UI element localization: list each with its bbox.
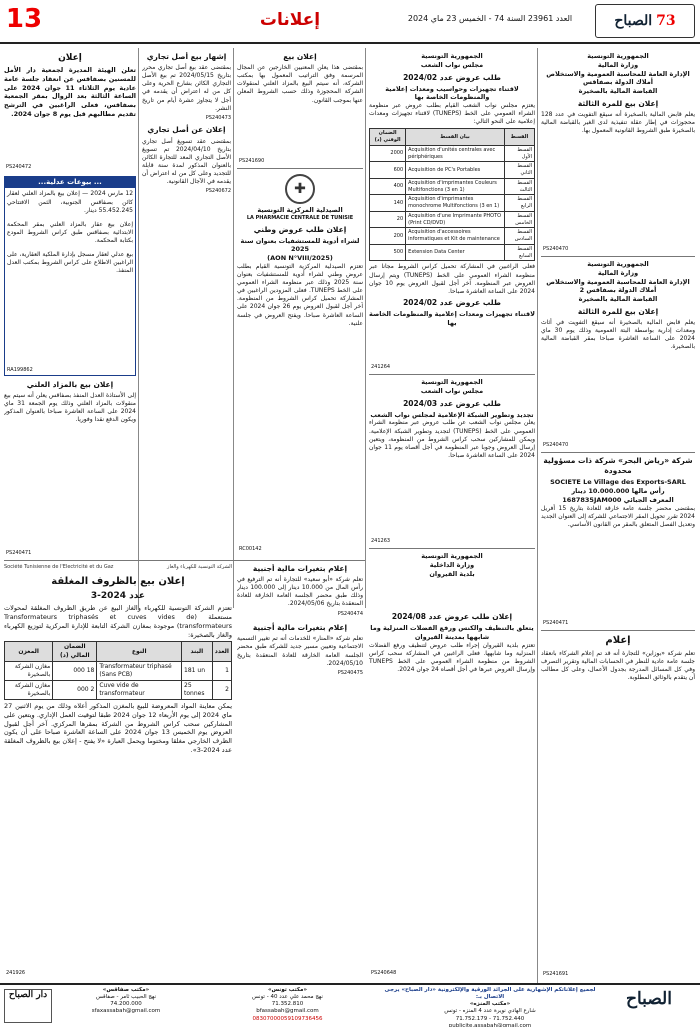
notice-body: تعلن الهيئة المديرة لجمعية دار الأمل للمسنين بصفاقس عن انعقاد جلسة عامة عادية يوم الثلاثاء 11 جوان 2024 على الساعة الثالثة بعد الزوال بمقر الجمعية بصفاقس، فعلى الراغبين في الترشح تقديم مطالبهم قبل يوم 8 جوان 2024.: [4, 66, 136, 118]
table-cell: Cuve vide de transformateur: [97, 680, 182, 699]
notice-header-line: الجمهورية التونسية: [587, 52, 649, 60]
notice-sale-2: [541, 260, 695, 450]
notice-body: تعلم شركة «أبو سعيد» للتجارة أنه تم الترفيع في رأس المال من 10.000 دينار إلى 100.000 دينار وذلك طبق محضر الجلسة العامة الخارقة للعادة المنعقدة بتاريخ 2024/05/06.: [237, 576, 363, 608]
notice-title: إعلان بيع: [283, 52, 317, 61]
notice-header-line: القباضة المالية بالصخيرة: [578, 295, 658, 304]
footer-logo: الصباح: [626, 989, 672, 1009]
steg-logo-left: Société Tunisienne de l'Electricité et du Gaz: [4, 564, 114, 570]
notice-title: إعلام بتغيرات مالية أجنبية: [252, 564, 348, 573]
notice-ref: PS240470: [543, 246, 569, 253]
notice-title: إعلان: [58, 53, 82, 63]
notice-header-line: وزارة المالية: [597, 60, 639, 69]
table-cell: 500: [370, 244, 406, 261]
page-number: 13: [5, 4, 43, 34]
table-cell: Acquisition d'unités centrales avec périphériques: [406, 145, 505, 162]
table-header: البند: [182, 642, 213, 661]
notice-body: إلى الأستاذة العدل المنفذ بصفاقس يعلن أنه سيتم بيع منقولات بالمزاد العلني وذلك يوم الجمعة 31 ماي 2024 على الساعة العاشرة صباحا بالعنوان المذكور ويكون الدفع نقدا وفوريا.: [4, 392, 136, 424]
steg-lots-table: [4, 641, 232, 700]
table-header: الضمان الوقتي (د): [370, 129, 406, 146]
office-address: نهج محمد علي عدد 40 - تونس: [252, 994, 323, 1001]
notice-header-line: مجلس نواب الشعب: [420, 60, 484, 69]
notice-body: يعلم قابض المالية بالصخيرة أنه سيقع التفويت في عدد 128 محجوزات في إطار عقلة تنفيذية لدى الغير بالقباضة المالية بالصخيرة طبق الشروط القانونية المعمول بها.: [541, 110, 695, 135]
notice-header-line: وزارة الداخلية: [429, 560, 475, 569]
table-row: [370, 162, 535, 179]
bank-rib: 08307000059109736456: [252, 1015, 323, 1022]
notice-title: إعلان طلب عروض عدد 2024/08: [391, 612, 513, 621]
pharmacy-name-fr: LA PHARMACIE CENTRALE DE TUNISIE: [246, 214, 354, 221]
tender-code: (AON N°VIII/2025): [267, 254, 333, 263]
section-title: إعلانات: [259, 10, 321, 30]
table-cell: 18 000: [53, 661, 97, 680]
notice-subtitle: لشراء أدوية للمستشفيات بعنوان سنة 2025: [240, 236, 360, 254]
notice-header-line: أملاك الدولة بصفاقس: [583, 78, 653, 87]
notice-pharmacy: [237, 172, 363, 554]
issue-info: العدد 23961 السنة 74 - الخميس 23 ماي 2024: [407, 14, 573, 23]
table-row: [370, 178, 535, 195]
table-cell: القسط السادس: [504, 228, 534, 245]
table-row: [5, 661, 232, 680]
notice-ref: PS240473: [205, 114, 231, 121]
notice-company: [541, 456, 695, 628]
notice-body: يمكن معاينة المواد المعروضة للبيع بالمغزن المذكور أعلاه وذلك من يوم الاثنين 27 ماي 2024 إلى يوم الأربعاء 12 جوان 2024 طبقا لتوقيت العمل الإداري. ويتعين على المشاركين سحب كراس الشروط من الشركة بمقرها المركزي. آخر أجل لقبول العروض يوم الخميس 13 جوان 2024 على الساعة العاشرة صباحا على أن يكون الظرف الخارجي مغلقا ومختوما ويحمل العبارة «لا يفتح - إعلان بيع بالظروف المغلقة عدد 2024-3».: [4, 702, 232, 754]
notice-separator: [237, 168, 363, 169]
table-row: [370, 244, 535, 261]
notice-separator: [369, 548, 535, 549]
notice-body: فعلى الراغبين في المشاركة تحميل كراس الشروط مجانا عبر منظومة الشراء العمومي على الخط (TUNEPS) ويتم إرسال العروض عبر المنظومة. آخر أجل لقبول العروض يوم 10 جوان 2024 على الساعة العاشرة صباحا.: [369, 263, 535, 295]
logo-number: 73: [656, 13, 676, 29]
table-cell: 600: [370, 162, 406, 179]
notice-ref: PS240648: [371, 970, 397, 977]
table-cell: القسط الثالث: [504, 178, 534, 195]
office-address: نهج الحبيب ثامر - صفاقس: [95, 994, 157, 1001]
logo-name: الصباح: [614, 13, 653, 29]
notice-title: طلب عروض عدد 2024/03: [403, 398, 501, 408]
table-header: القسط: [504, 129, 534, 146]
office-title: «مكتب المنزه»: [469, 1001, 511, 1008]
notice-header-line: الجمهورية التونسية: [587, 260, 649, 268]
table-cell: 1: [212, 661, 231, 680]
notice-title: إعلام بتغيرات مالية أجنبية: [252, 623, 348, 633]
notice-header-line: أملاك الدولة بصفاقس 2: [579, 286, 657, 295]
office-title: «مكتب تونس»: [267, 987, 308, 993]
table-cell: 400: [370, 178, 406, 195]
table-row: [370, 228, 535, 245]
notice-separator: [541, 256, 695, 257]
table-header: بيان القسط: [406, 129, 505, 146]
table-cell: Transformateur triphasé (Sans PCB): [97, 661, 182, 680]
table-cell: القسط الأول: [504, 145, 534, 162]
judicial-sale-item: بيع عدلي لعقار مسجل بإدارة الملكية العقارية، على الراغبين الاطلاع على كراس الشروط بمكتب العدل المنفذ.: [7, 251, 133, 275]
notice-header-line: القباضة المالية بالصخيرة: [578, 87, 658, 96]
notice-ref: PS240472: [6, 164, 32, 171]
notice-title: طلب عروض عدد 2024/02: [403, 72, 501, 82]
notice-ref: 241263: [371, 538, 391, 545]
notice-ref: 241926: [6, 970, 26, 977]
notice-title: شركة «رياض البحر» شركة ذات مسؤولية محدودة: [543, 456, 693, 476]
lots-table: [369, 128, 535, 261]
table-cell: 20: [370, 211, 406, 228]
notice-ref: PS240672: [205, 188, 231, 195]
office-email: bfassabah@gmail.com: [256, 1008, 319, 1015]
notice-header-line: الإدارة العامة للمحاسبة العمومية والاستخلاص: [546, 69, 690, 78]
table-cell: Acquisition d'accessoires informatiques et Kit de maintenance: [406, 228, 505, 245]
table-cell: مغازن الشركة بالصخيرة: [5, 661, 53, 680]
notice-ref: PS240471: [543, 620, 569, 627]
notice-title: إعلان طلب عروض وطني: [253, 224, 347, 234]
table-cell: 2: [212, 680, 231, 699]
notice-body: يعلم قابض المالية بالصخيرة أنه سيقع التفويت في أثاث ومعدات إدارية بواسطة البتة العمومية وذلك يوم 30 ماي 2024 على الساعة العاشرة صباحا بمقر القباضة المالية بالصخيرة.: [541, 318, 695, 351]
notice-sale-1: [541, 52, 695, 254]
notice-subtitle: تجديد وتطوير الشبكة الإعلامية لمجلس نواب الشعب: [370, 410, 534, 419]
notice-ref: 241264: [371, 364, 391, 371]
table-cell: 200: [370, 228, 406, 245]
notice-association: [4, 52, 136, 172]
notice-subtitle: يتعلق بالتنظيف والكنس ورفع الفضلات المنزلية وما شابهها بمدينة القيروان: [370, 624, 534, 641]
notice-intro: يعتزم مجلس نواب الشعب القيام بطلب عروض عبر منظومة الشراء العمومي على الخط (TUNEPS) لاقتناء تجهيزات ومعدات إعلامية على النحو التالي:: [369, 102, 535, 126]
notice-ref: PS240471: [6, 550, 32, 557]
notice-body: بمقتضى عقد تسويغ أصل تجاري بتاريخ 2024/04/10 تم تسويغ الأصل التجاري المعد للتجارة الكائن بالعنوان المذكور لمدة سنة قابلة للتجديد وعلى كل من له اعتراض أن يقدمه في الآجال القانونية.: [142, 137, 231, 186]
notice-ref: PS240475: [337, 669, 363, 676]
office-phone: 71.752.440 - 71.752.179: [455, 1015, 525, 1022]
office-phone: 71.352.810: [271, 1001, 304, 1008]
table-row: [370, 211, 535, 228]
newspaper-logo: [595, 4, 695, 38]
notice-ref: PS241690: [239, 158, 265, 165]
table-cell: Acquisition d'imprimantes Couleurs Multifonctions (3 en 1): [406, 178, 505, 195]
office-email: publicite.assabah@gmail.com: [448, 1022, 532, 1027]
footer-center: [380, 987, 600, 1027]
table-cell: القسط الثاني: [504, 162, 534, 179]
table-cell: 181 un: [182, 661, 213, 680]
notice-number: عدد 2024-3: [90, 591, 146, 602]
notice-title-repeat: طلب عروض عدد 2024/02: [403, 297, 501, 307]
notice-subtitle-repeat: لاقتناء تجهيزات ومعدات إعلامية والمنظومات الخاصة بها: [369, 309, 535, 327]
notice-subtitle: لاقتناء تجهيزات وحواسيب ومعدات إعلامية والمنظومات الخاصة بها: [385, 84, 519, 102]
company-tax-id: المعرف الجبائي 1687835JAM000: [562, 495, 674, 504]
notice-sale-auction: [237, 52, 363, 166]
notice-intro: تعتزم الشركة التونسية للكهرباء والغاز البيع عن طريق الظروف المغلقة لمحولات مستعملة (Transformateurs triphasés et cuves vides de transformateurs) موجودة بمغازن الشركة التابعة للإدارة المركزية لتوزيع الكهرباء والغاز بالصخيرة:: [4, 604, 232, 639]
notice-header-line: وزارة المالية: [597, 268, 639, 277]
table-cell: القسط الرابع: [504, 195, 534, 212]
column-lower-mid: [237, 564, 363, 978]
notice-kairouan-body: [369, 612, 535, 978]
notice-ref: RC00142: [239, 546, 262, 553]
office-title: «مكتب صفاقس»: [102, 987, 150, 993]
steg-logos: [4, 564, 232, 571]
notice-body: بمقتضى هذا يعلن المعنيين الخارجين عن المجال المرسمة وفق التراتيب المعمول بها بمكتب الشركة، أنه سيتم البيع بالمزاد العلني لمنقولات الشركة المحجوزة وذلك حسب الشروط المعلن عنها بموجب القانون.: [237, 64, 363, 104]
notice-title: إعلان بيع بالظروف المغلقة: [51, 575, 185, 587]
notice-separator: [541, 630, 695, 631]
footer-cta: لجميع إعلاناتكم الإشهارية على الجرائد الورقية والإلكترونية «دار الصباح» يرجى الاتصال بـ:: [384, 987, 596, 1001]
table-cell: Extension Data Center: [406, 244, 505, 261]
notice-header-line: بلدية القيروان: [429, 569, 475, 578]
notice-body: يعلن مجلس نواب الشعب عن طلب عروض عبر منظومة الشراء العمومي على الخط (TUNEPS) لتجديد وتطوير الشبكة الإعلامية. ويمكن للمشاركين سحب كراس الشروط من المنظومة، ويتعين إرسال العروض وجوبا عبر المنظومة في أجل أقصاه يوم 11 جوان 2024 على الساعة العاشرة صباحا.: [369, 419, 535, 459]
notice-auction-bailiff: [4, 380, 136, 558]
notice-body: تعلم شركة «بوزاين» للتجارة أنه قد تم إعلام الشركاء بانعقاد جلسة عامة عادية للنظر في الحسابات المالية وتقرير التصرف وفي كل المسائل المدرجة بجدول الأعمال، وعلى كل مطالب أن يتقدم بالوثائق المطلوبة.: [541, 649, 695, 681]
notice-tender-parliament-2: [369, 378, 535, 546]
table-header: النوع: [97, 642, 182, 661]
pharmacy-logo-icon: ✚: [285, 174, 315, 204]
notice-header-line: الجمهورية التونسية: [421, 552, 483, 560]
table-cell: القسط الخامس: [504, 211, 534, 228]
notice-title: إعلان عن أصل تجاري: [147, 125, 226, 135]
notice-title: إعلان بيع للمرة الثالثة: [577, 306, 659, 316]
table-header: العدد: [212, 642, 231, 661]
table-row: [370, 195, 535, 212]
notice-info: [541, 634, 695, 979]
notice-header-line: الإدارة العامة للمحاسبة العمومية والاستخلاص: [546, 277, 690, 286]
steg-logo-right: الشركة التونسية للكهرباء والغاز: [167, 564, 232, 570]
office-phone: 74.200.000: [110, 1001, 142, 1008]
notice-body: تعتزم الصيدلية المركزية التونسية القيام بطلب عروض وطني لشراء أدوية للمستشفيات بعنوان سنة 2025 وذلك عبر منظومة الشراء العمومي على الخط TUNEPS. فعلى المزودين الراغبين في المشاركة تحميل كراس الشروط من المنظومة. آخر أجل لقبول العروض يوم 26 جوان 2024 على الساعة العاشرة صباحا. ويفتح العروض في جلسة علنية.: [237, 262, 363, 327]
judicial-sales-title: ... بيوعات عدلية...: [5, 177, 135, 188]
table-row: [370, 145, 535, 162]
company-name-fr: SOCIETE Le Village des Exports-SARL: [550, 478, 686, 487]
page-footer: [0, 983, 700, 1027]
notice-title: إعلام: [605, 635, 631, 646]
office-address: شارع الهادي نويرة عدد 4 المنزه - تونس: [444, 1008, 536, 1015]
notice-header-line: الجمهورية التونسية: [421, 378, 483, 386]
table-cell: مغازن الشركة بالصخيرة: [5, 680, 53, 699]
notice-ref: PS240474: [337, 610, 363, 617]
table-cell: Acquisition de PC's Portables: [406, 162, 505, 179]
notice-body: بمقتضى عقد بيع أصل تجاري محرر بتاريخ 2024/05/15 تم بيع الأصل التجاري الكائن بشارع الحرية وعلى كل من له اعتراض أن يقدمه في أجل لا يتجاوز عشرة أيام من تاريخ النشر.: [142, 64, 231, 112]
notice-title: إعلان بيع بالمزاد العلني: [26, 380, 114, 389]
judicial-sale-item: 12 مارس 2024 — إعلان بيع بالمزاد العلني لعقار كائن بصفاقس الجنوبية، الثمن الافتتاحي 55.452.245 دينار.: [7, 190, 134, 214]
page-header: [0, 0, 700, 44]
table-row: [5, 680, 232, 699]
notice-body: تعلم شركة «المنار» للخدمات أنه تم تغيير التسمية الاجتماعية وتعيين مسير جديد للشركة طبق محضر الجلسة العامة الخارقة للعادة المنعقدة بتاريخ 2024/05/10.: [237, 635, 363, 667]
notice-header-line: الجمهورية التونسية: [421, 52, 483, 60]
notice-ref: RA199862: [7, 367, 33, 374]
column-divider: [537, 48, 538, 983]
notice-separator: [541, 452, 695, 453]
pharmacy-name: الصيدلية المركزية التونسية: [257, 206, 343, 214]
table-header: الضمان المالي (د): [53, 642, 97, 661]
table-cell: 25 tonnes: [182, 680, 213, 699]
company-capital: رأس مالها 10.000.000 دينار: [571, 487, 665, 496]
footer-office-sfax: [56, 987, 196, 1027]
notice-ref: PS241691: [543, 971, 569, 978]
notice-body: تعتزم بلدية القيروان إجراء طلب عروض لتنظيف ورفع الفضلات المنزلية وما شابهها. فعلى الراغبين في المشاركة سحب كراس الشروط من منظومة الشراء العمومي على الخط TUNEPS وإرسال العروض عبرها في أجل أقصاه 24 جوان 2024.: [369, 641, 535, 673]
column-divider: [365, 48, 366, 608]
notice-title: إشهار بيع أصل تجاري: [146, 52, 227, 61]
judicial-sale-item: إعلان بيع عقار بالمزاد العلني بمقر المحكمة الابتدائية بصفاقس طبق كراس الشروط المودع بكتابة المحكمة.: [7, 220, 133, 244]
notice-ref: PS240470: [543, 442, 569, 449]
notice-tender-kairouan: [369, 552, 535, 608]
table-cell: 2000: [370, 145, 406, 162]
notice-separator: [369, 374, 535, 375]
table-cell: Acquisition d'imprimantes monochrome Multifonctions (3 en 1): [406, 195, 505, 212]
table-cell: القسط السابع: [504, 244, 534, 261]
table-cell: 140: [370, 195, 406, 212]
office-email: sfaxassabah@gmail.com: [91, 1008, 161, 1015]
judicial-sales-box: [4, 176, 136, 376]
table-header: المغزن: [5, 642, 53, 661]
column-misc: [142, 52, 231, 557]
column-divider: [233, 48, 234, 608]
notice-steg: [4, 564, 232, 978]
footer-office-tunis: [200, 987, 375, 1027]
notice-header-line: مجلس نواب الشعب: [420, 386, 484, 395]
table-cell: Acquisition d'une Imprimante PHOTO (Print CD/DVD): [406, 211, 505, 228]
footer-small-logo: دار الصباح: [4, 989, 52, 1023]
table-cell: 2 000: [53, 680, 97, 699]
notice-separator: [4, 560, 365, 561]
notice-tender-parliament-1: [369, 52, 535, 372]
column-divider: [138, 48, 139, 608]
notice-title: إعلان بيع للمرة الثالثة: [577, 98, 659, 108]
notice-body: بمقتضى محضر جلسة عامة خارقة للعادة بتاريخ 15 أفريل 2024 تقرر تحويل المقر الاجتماعي للشركة إلى العنوان الجديد وتعديل الفصل المتعلق بالمقر من القانون الأساسي.: [541, 504, 695, 528]
